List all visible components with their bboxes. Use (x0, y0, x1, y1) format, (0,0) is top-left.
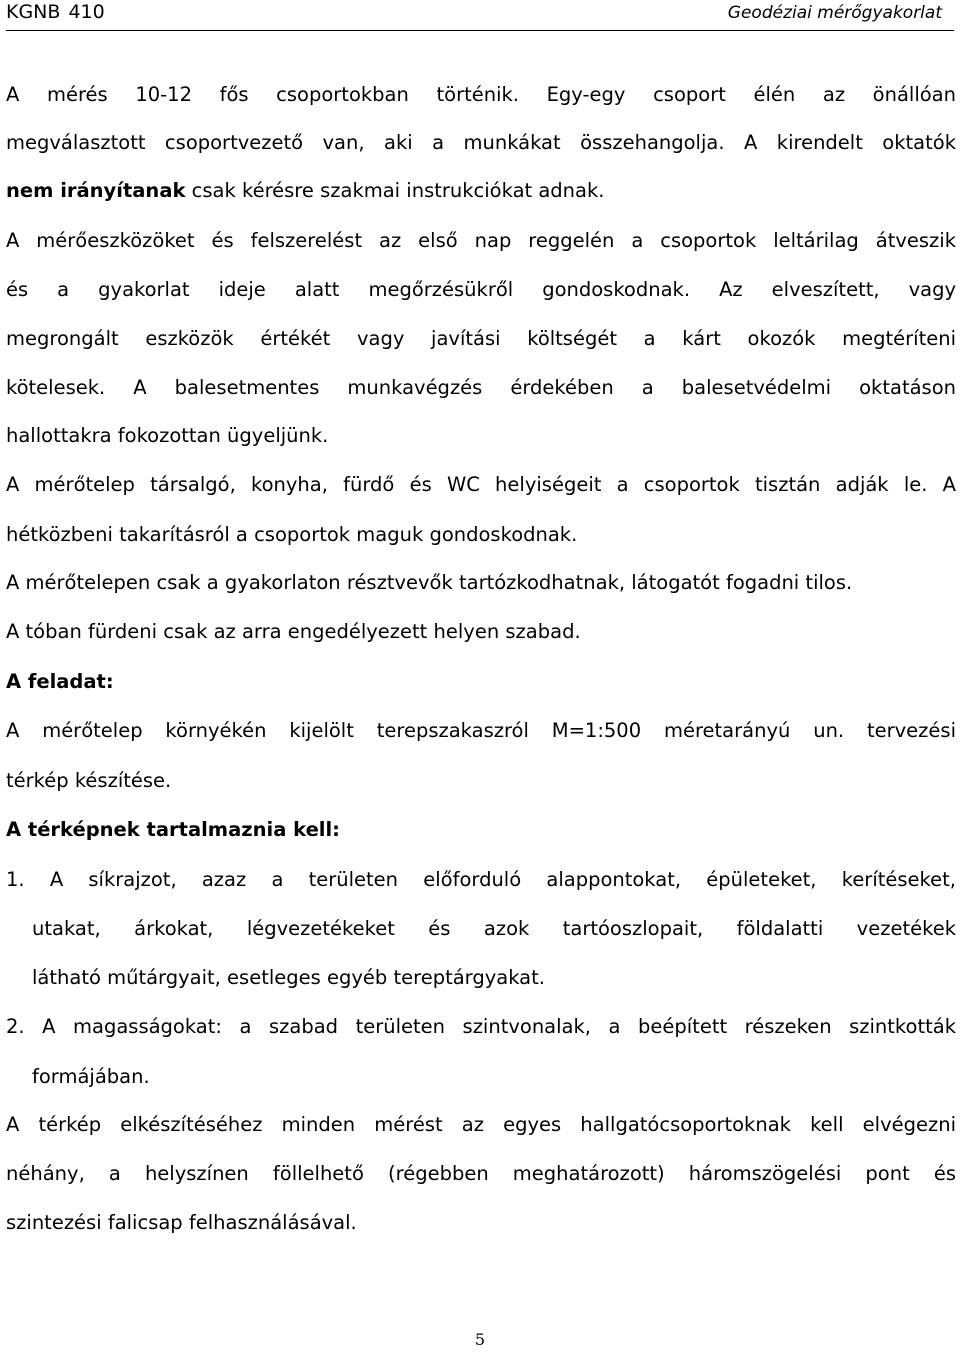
list-item: 2. A magasságokat: a szabad területen szintvonalak, a beépített részeken szintkották (6, 1015, 956, 1038)
paragraph-line: A mérőtelep környékén kijelölt terepszakaszról M=1:500 méretarányú un. tervezési (6, 719, 956, 742)
emphasis-text: nem irányítanak (6, 179, 186, 202)
paragraph-line (6, 176, 956, 206)
paragraph-line: megrongált eszközök értékét vagy javítási költségét a kárt okozók megtéríteni (6, 327, 956, 350)
paragraph-line: kötelesek. A balesetmentes munkavégzés érdekében a balesetvédelmi oktatáson (6, 376, 956, 399)
page-header (0, 0, 960, 30)
paragraph-line: megválasztott csoportvezető van, aki a munkákat összehangolja. A kirendelt oktatók (6, 131, 956, 154)
paragraph-line: térkép készítése. (6, 769, 172, 792)
paragraph-line: hétközbeni takarításról a csoportok maguk gondoskodnak. (6, 523, 578, 546)
paragraph-line: A mérőeszközöket és felszerelést az első nap reggelén a csoportok leltárilag átveszik (6, 229, 956, 252)
section-heading-contents: A térképnek tartalmaznia kell: (6, 818, 340, 841)
list-item-continuation: formájában. (32, 1065, 150, 1088)
course-number: 410 (68, 1, 105, 23)
list-item-continuation: utakat, árkokat, légvezetékeket és azok tartóoszlopait, földalatti vezetékek (32, 917, 956, 940)
paragraph-line: A mérés 10-12 fős csoportokban történik. Egy-egy csoport élén az önállóan (6, 83, 956, 106)
paragraph-line: és a gyakorlat ideje alatt megőrzésükről gondoskodnak. Az elveszített, vagy (6, 278, 956, 301)
page-number: 5 (474, 1330, 486, 1349)
course-label: KGNB (6, 1, 61, 23)
course-code (6, 1, 105, 23)
document-title: Geodéziai mérőgyakorlat (727, 3, 942, 23)
paragraph-line: A térkép elkészítéséhez minden mérést az egyes hallgatócsoportoknak kell elvégezni (6, 1113, 956, 1136)
paragraph-line: A mérőtelepen csak a gyakorlaton résztvevők tartózkodhatnak, látogatót fogadni tilos. (6, 571, 853, 594)
paragraph-line: A mérőtelep társalgó, konyha, fürdő és WC helyiségeit a csoportok tisztán adják le. A (6, 473, 956, 496)
paragraph-line: hallottakra fokozottan ügyeljünk. (6, 424, 329, 447)
paragraph-line: szintezési falicsap felhasználásával. (6, 1211, 357, 1234)
list-item-continuation: látható műtárgyait, esetleges egyéb tereptárgyakat. (32, 966, 545, 989)
paragraph-text: csak kérésre szakmai instrukciókat adnak. (185, 179, 605, 202)
list-item: 1. A síkrajzot, azaz a területen előforduló alappontokat, épületeket, kerítéseket, (6, 868, 956, 891)
paragraph-line: néhány, a helyszínen föllelhető (régebben meghatározott) háromszögelési pont és (6, 1162, 956, 1185)
paragraph-line: A tóban fürdeni csak az arra engedélyezett helyen szabad. (6, 620, 581, 643)
header-divider (6, 30, 954, 31)
section-heading-task: A feladat: (6, 670, 114, 693)
